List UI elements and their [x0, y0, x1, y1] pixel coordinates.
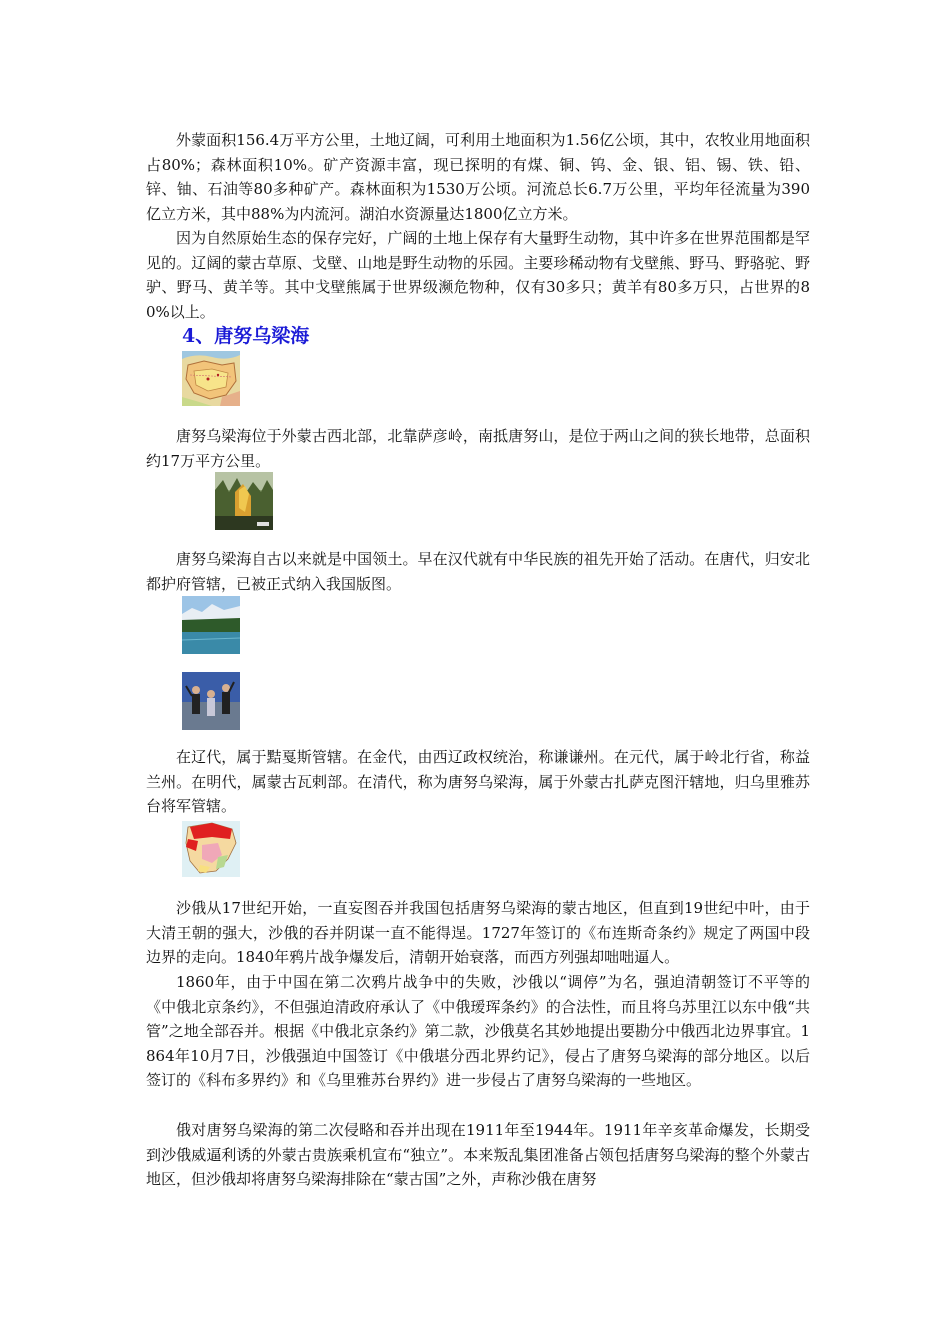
section-heading: 4、唐努乌梁海 [182, 325, 310, 347]
forest-photo [215, 472, 273, 530]
map-image [182, 351, 240, 406]
paragraph-wildlife: 因为自然原始生态的保存完好，广阔的土地上保存有大量野生动物，其中许多在世界范围都是罕见的。辽阔的蒙古草原、戈壁、山地是野生动物的乐园。主要珍稀动物有戈壁熊、野马、野骆驼、野驴、野马、黄羊等。其中戈壁熊属于世界级濒危物种，仅有30多只；黄羊有80多万只，占世界的80%以上。 [146, 229, 810, 321]
paragraph-treaty-1860: 1860年，由于中国在第二次鸦片战争中的失败，沙俄以“调停”为名，强迫清朝签订不平等的《中俄北京条约》，不但强迫清政府承认了《中俄瑷珲条约》的合法性，而且将乌苏里江以东中俄“共管”之地全部吞并。根据《中俄北京条约》第二款，沙俄莫名其妙地提出要勘分中俄西北边界事宜。1864年10月7日，沙俄强迫中国签订《中俄堪分西北界约记》，侵占了唐努乌梁海的部分地区。以后签订的《科布多界约》和《乌里雅苏台界约》进一步侵占了唐努乌梁海的一些地区。 [146, 973, 810, 1089]
lake-photo [182, 596, 240, 654]
people-photo [182, 672, 240, 730]
paragraph-location: 唐努乌梁海位于外蒙古西北部，北靠萨彦岭，南抵唐努山，是位于两山之间的狭长地带，总面积约17万平方公里。 [146, 427, 810, 470]
paragraph-area-resources: 外蒙面积156.4万平方公里，土地辽阔，可利用土地面积为1.56亿公顷，其中，农牧业用地面积占80%；森林面积10%。矿产资源丰富，现已探明的有煤、铜、钨、金、银、铝、锡、铁、铅、锌、铀、石油等80多种矿产。森林面积为1530万公顷。河流总长6.7万公里，平均年径流量为390亿立方米，其中88%为内流河。湖泊水资源量达1800亿立方米。 [146, 131, 810, 223]
paragraph-history-han-tang: 唐努乌梁海自古以来就是中国领土。早在汉代就有中华民族的祖先开始了活动。在唐代，归安北都护府管辖，已被正式纳入我国版图。 [146, 550, 810, 593]
paragraph-history-dynasties: 在辽代，属于黠戛斯管辖。在金代，由西辽政权统治，称谦谦州。在元代，属于岭北行省，称益兰州。在明代，属蒙古瓦剌部。在清代，称为唐努乌梁海，属于外蒙古扎萨克图汗辖地，归乌里雅苏台将军管辖。 [146, 748, 810, 815]
paragraph-russian-annexation: 沙俄从17世纪开始，一直妄图吞并我国包括唐努乌梁海的蒙古地区，但直到19世纪中叶，由于大清王朝的强大，沙俄的吞并阴谋一直不能得逞。1727年签订的《布连斯奇条约》规定了两国中段边界的走向。1840年鸦片战争爆发后，清朝开始衰落，而西方列强却咄咄逼人。 [146, 899, 810, 966]
paragraph-second-invasion: 俄对唐努乌梁海的第二次侵略和吞并出现在1911年至1944年。1911年辛亥革命爆发，长期受到沙俄威逼利诱的外蒙古贵族乘机宣布“独立”。本来叛乱集团准备占领包括唐努乌梁海的整个外蒙古地区，但沙俄却将唐努乌梁海排除在“蒙古国”之外，声称沙俄在唐努 [146, 1121, 810, 1188]
historical-map-image [182, 821, 240, 877]
